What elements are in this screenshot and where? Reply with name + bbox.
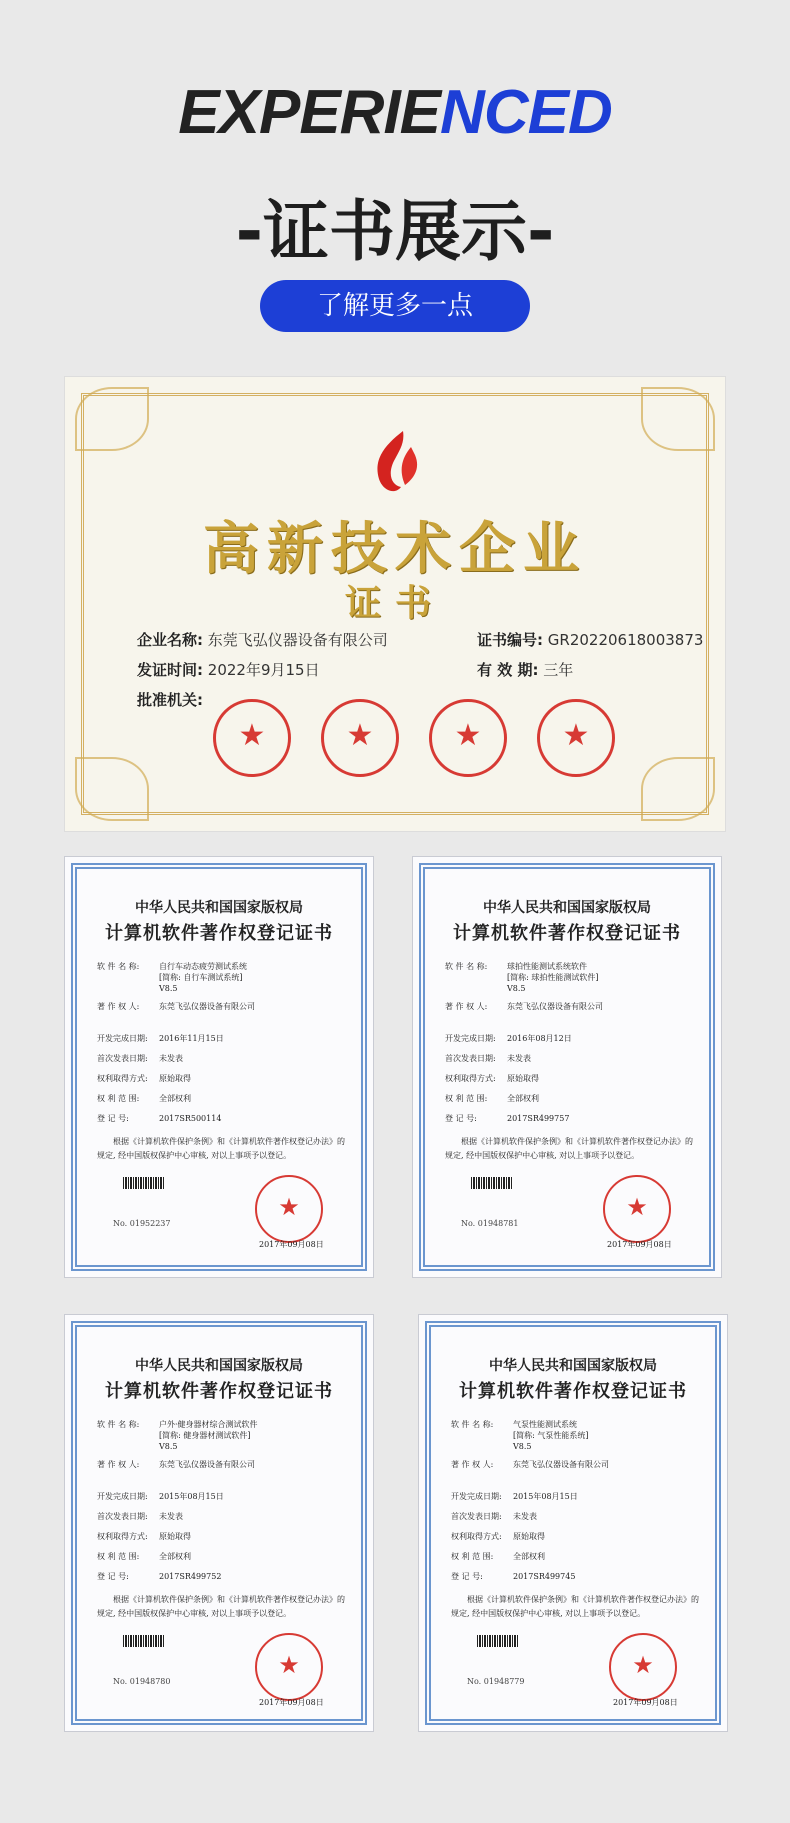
certificate-title: 计算机软件著作权登记证书 bbox=[453, 923, 681, 944]
legal-paragraph bbox=[97, 1135, 347, 1163]
rights-scope-label: 权 利 范 围: bbox=[451, 1552, 494, 1561]
registration-number-label: 登 记 号: bbox=[451, 1572, 483, 1581]
copyright-certificate bbox=[64, 1314, 374, 1732]
red-seal-icon: ★ bbox=[429, 699, 507, 777]
acquisition-method-row bbox=[451, 1531, 545, 1542]
rights-scope-label: 权 利 范 围: bbox=[97, 1094, 140, 1103]
issuer-heading: 中华人民共和国国家版权局 bbox=[483, 900, 651, 916]
registration-number-label: 登 记 号: bbox=[97, 1114, 129, 1123]
rights-scope-label: 权 利 范 围: bbox=[97, 1552, 140, 1561]
high-tech-emblem-icon bbox=[365, 429, 425, 501]
legal-text-line2: 规定, 经中国版权保护中心审核, 对以上事项予以登记。 bbox=[451, 1609, 646, 1618]
corner-ornament bbox=[75, 757, 149, 821]
corner-ornament bbox=[641, 387, 715, 451]
owner-label: 著 作 权 人: bbox=[97, 1460, 140, 1469]
dev-date-label: 开发完成日期: bbox=[451, 1492, 502, 1501]
first-publish-value: 未发表 bbox=[507, 1054, 531, 1063]
owner-label: 著 作 权 人: bbox=[451, 1460, 494, 1469]
acquisition-method-row bbox=[97, 1531, 191, 1542]
software-row bbox=[445, 961, 587, 972]
issue-date-row bbox=[137, 659, 320, 680]
red-seal-icon: ★ bbox=[603, 1175, 671, 1243]
rights-scope-value: 全部权利 bbox=[513, 1552, 545, 1561]
legal-text-line1: 根据《计算机软件保护条例》和《计算机软件著作权登记办法》的 bbox=[113, 1595, 345, 1604]
acquisition-method-row bbox=[445, 1073, 539, 1084]
registration-number-value: 2017SR499752 bbox=[159, 1572, 222, 1581]
legal-text-line1: 根据《计算机软件保护条例》和《计算机软件著作权登记办法》的 bbox=[461, 1137, 693, 1146]
red-seal-icon: ★ bbox=[255, 1175, 323, 1243]
cert-number-row bbox=[477, 629, 703, 650]
acquisition-method-value: 原始取得 bbox=[159, 1532, 191, 1541]
software-label: 软 件 名 称: bbox=[451, 1420, 494, 1429]
acquisition-method-value: 原始取得 bbox=[159, 1074, 191, 1083]
first-publish-label: 首次发表日期: bbox=[97, 1054, 148, 1063]
dev-date-label: 开发完成日期: bbox=[97, 1034, 148, 1043]
first-publish-value: 未发表 bbox=[159, 1512, 183, 1521]
certificate-subtitle: 证书 bbox=[344, 582, 445, 624]
legal-text-line1: 根据《计算机软件保护条例》和《计算机软件著作权登记办法》的 bbox=[467, 1595, 699, 1604]
version: V8.5 bbox=[513, 1442, 532, 1451]
owner-row bbox=[451, 1459, 609, 1470]
software-value: 户外·健身器材综合测试软件 bbox=[159, 1420, 258, 1429]
legal-text-line2: 规定, 经中国版权保护中心审核, 对以上事项予以登记。 bbox=[97, 1151, 292, 1160]
owner-value: 东莞飞弘仪器设备有限公司 bbox=[513, 1460, 609, 1469]
version: V8.5 bbox=[507, 984, 526, 993]
red-seal-icon: ★ bbox=[321, 699, 399, 777]
first-publish-label: 首次发表日期: bbox=[451, 1512, 502, 1521]
software-row bbox=[451, 1419, 577, 1430]
copyright-certificate bbox=[418, 1314, 728, 1732]
acquisition-method-label: 权利取得方式: bbox=[97, 1074, 148, 1083]
legal-text-line2: 规定, 经中国版权保护中心审核, 对以上事项予以登记。 bbox=[97, 1609, 292, 1618]
acquisition-method-value: 原始取得 bbox=[513, 1532, 545, 1541]
acquisition-method-label: 权利取得方式: bbox=[451, 1532, 502, 1541]
validity-value: 三年 bbox=[543, 661, 574, 679]
issue-date-value: 2022年9月15日 bbox=[207, 661, 320, 679]
dev-date-row bbox=[445, 1033, 572, 1044]
company-value: 东莞飞弘仪器设备有限公司 bbox=[207, 631, 388, 649]
dev-date-label: 开发完成日期: bbox=[445, 1034, 496, 1043]
issue-date: 2017年09月08日 bbox=[259, 1698, 324, 1707]
red-seal-icon: ★ bbox=[255, 1633, 323, 1701]
rights-scope-value: 全部权利 bbox=[159, 1552, 191, 1561]
short-name: [简称: 球拍性能测试软件] bbox=[507, 973, 599, 982]
legal-paragraph bbox=[445, 1135, 695, 1163]
registration-number-row bbox=[97, 1571, 221, 1582]
acquisition-method-label: 权利取得方式: bbox=[445, 1074, 496, 1083]
certificate-title: 计算机软件著作权登记证书 bbox=[105, 923, 333, 944]
registration-number-row bbox=[451, 1571, 575, 1582]
first-publish-row bbox=[97, 1511, 183, 1522]
rights-scope-value: 全部权利 bbox=[159, 1094, 191, 1103]
rights-scope-row bbox=[97, 1093, 191, 1104]
section-subtitle: -证书展示- bbox=[235, 193, 555, 270]
version: V8.5 bbox=[159, 1442, 178, 1451]
issue-date: 2017年09月08日 bbox=[607, 1240, 672, 1249]
software-row bbox=[97, 1419, 258, 1430]
cert-number-value: GR20220618003873 bbox=[547, 631, 704, 649]
serial-number: No. 01948781 bbox=[461, 1219, 519, 1228]
dev-date-row bbox=[97, 1033, 224, 1044]
first-publish-row bbox=[97, 1053, 183, 1064]
legal-text-line1: 根据《计算机软件保护条例》和《计算机软件著作权登记办法》的 bbox=[113, 1137, 345, 1146]
owner-value: 东莞飞弘仪器设备有限公司 bbox=[159, 1460, 255, 1469]
software-value: 自行车动态疲劳测试系统 bbox=[159, 962, 247, 971]
registration-number-row bbox=[97, 1113, 221, 1124]
serial-number: No. 01948779 bbox=[467, 1677, 525, 1686]
barcode-icon bbox=[123, 1635, 165, 1647]
barcode-icon bbox=[123, 1177, 165, 1189]
first-publish-label: 首次发表日期: bbox=[445, 1054, 496, 1063]
software-value: 气泵性能测试系统 bbox=[513, 1420, 577, 1429]
issuer-heading: 中华人民共和国国家版权局 bbox=[135, 900, 303, 916]
registration-number-value: 2017SR499745 bbox=[513, 1572, 576, 1581]
acquisition-method-value: 原始取得 bbox=[507, 1074, 539, 1083]
registration-number-value: 2017SR500114 bbox=[159, 1114, 222, 1123]
heading-blue-part: NCED bbox=[440, 78, 612, 147]
validity-row bbox=[477, 659, 573, 680]
red-seal-icon: ★ bbox=[609, 1633, 677, 1701]
company-label: 企业名称: bbox=[137, 631, 203, 649]
serial-number: No. 01952237 bbox=[113, 1219, 171, 1228]
software-row bbox=[97, 961, 247, 972]
high-tech-certificate bbox=[64, 376, 726, 832]
dev-date-value: 2015年08月15日 bbox=[513, 1492, 578, 1501]
first-publish-value: 未发表 bbox=[513, 1512, 537, 1521]
owner-row bbox=[97, 1459, 255, 1470]
certificate-title: 计算机软件著作权登记证书 bbox=[105, 1381, 333, 1402]
issue-date: 2017年09月08日 bbox=[259, 1240, 324, 1249]
first-publish-value: 未发表 bbox=[159, 1054, 183, 1063]
copyright-certificate bbox=[412, 856, 722, 1278]
dev-date-label: 开发完成日期: bbox=[97, 1492, 148, 1501]
dev-date-row bbox=[97, 1491, 224, 1502]
issuer-label: 批准机关: bbox=[137, 691, 203, 709]
rights-scope-row bbox=[97, 1551, 191, 1562]
rights-scope-value: 全部权利 bbox=[507, 1094, 539, 1103]
registration-number-label: 登 记 号: bbox=[445, 1114, 477, 1123]
corner-ornament bbox=[75, 387, 149, 451]
dev-date-value: 2016年08月12日 bbox=[507, 1034, 572, 1043]
short-name: [简称: 气泵性能系统] bbox=[513, 1431, 589, 1440]
rights-scope-label: 权 利 范 围: bbox=[445, 1094, 488, 1103]
validity-label: 有 效 期: bbox=[477, 661, 539, 679]
owner-row bbox=[97, 1001, 255, 1012]
dev-date-row bbox=[451, 1491, 578, 1502]
registration-number-row bbox=[445, 1113, 569, 1124]
red-seal-icon: ★ bbox=[213, 699, 291, 777]
owner-value: 东莞飞弘仪器设备有限公司 bbox=[507, 1002, 603, 1011]
issue-date-label: 发证时间: bbox=[137, 661, 203, 679]
owner-value: 东莞飞弘仪器设备有限公司 bbox=[159, 1002, 255, 1011]
first-publish-row bbox=[445, 1053, 531, 1064]
registration-number-value: 2017SR499757 bbox=[507, 1114, 570, 1123]
first-publish-label: 首次发表日期: bbox=[97, 1512, 148, 1521]
copyright-certificate bbox=[64, 856, 374, 1278]
acquisition-method-row bbox=[97, 1073, 191, 1084]
barcode-icon bbox=[477, 1635, 519, 1647]
legal-text-line2: 规定, 经中国版权保护中心审核, 对以上事项予以登记。 bbox=[445, 1151, 640, 1160]
cert-number-label: 证书编号: bbox=[477, 631, 543, 649]
software-value: 球拍性能测试系统软件 bbox=[507, 962, 587, 971]
learn-more-button[interactable]: 了解更多一点 bbox=[260, 280, 530, 332]
version: V8.5 bbox=[159, 984, 178, 993]
rights-scope-row bbox=[445, 1093, 539, 1104]
heading-dark-part: EXPERIE bbox=[178, 78, 441, 147]
red-seal-icon: ★ bbox=[537, 699, 615, 777]
issuer-row bbox=[137, 689, 203, 710]
software-label: 软 件 名 称: bbox=[445, 962, 488, 971]
legal-paragraph bbox=[451, 1593, 701, 1621]
software-label: 软 件 名 称: bbox=[97, 962, 140, 971]
company-row bbox=[137, 629, 388, 650]
issuer-heading: 中华人民共和国国家版权局 bbox=[135, 1358, 303, 1374]
certificate-title: 计算机软件著作权登记证书 bbox=[459, 1381, 687, 1402]
owner-row bbox=[445, 1001, 603, 1012]
short-name: [简称: 健身器材测试软件] bbox=[159, 1431, 251, 1440]
certificate-title: 高新技术企业 bbox=[203, 516, 587, 582]
software-label: 软 件 名 称: bbox=[97, 1420, 140, 1429]
owner-label: 著 作 权 人: bbox=[445, 1002, 488, 1011]
corner-ornament bbox=[641, 757, 715, 821]
issue-date: 2017年09月08日 bbox=[613, 1698, 678, 1707]
barcode-icon bbox=[471, 1177, 513, 1189]
legal-paragraph bbox=[97, 1593, 347, 1621]
acquisition-method-label: 权利取得方式: bbox=[97, 1532, 148, 1541]
short-name: [简称: 自行车测试系统] bbox=[159, 973, 243, 982]
first-publish-row bbox=[451, 1511, 537, 1522]
dev-date-value: 2016年11月15日 bbox=[159, 1034, 224, 1043]
rights-scope-row bbox=[451, 1551, 545, 1562]
registration-number-label: 登 记 号: bbox=[97, 1572, 129, 1581]
issuer-heading: 中华人民共和国国家版权局 bbox=[489, 1358, 657, 1374]
dev-date-value: 2015年08月15日 bbox=[159, 1492, 224, 1501]
serial-number: No. 01948780 bbox=[113, 1677, 171, 1686]
page-heading bbox=[0, 78, 790, 148]
owner-label: 著 作 权 人: bbox=[97, 1002, 140, 1011]
